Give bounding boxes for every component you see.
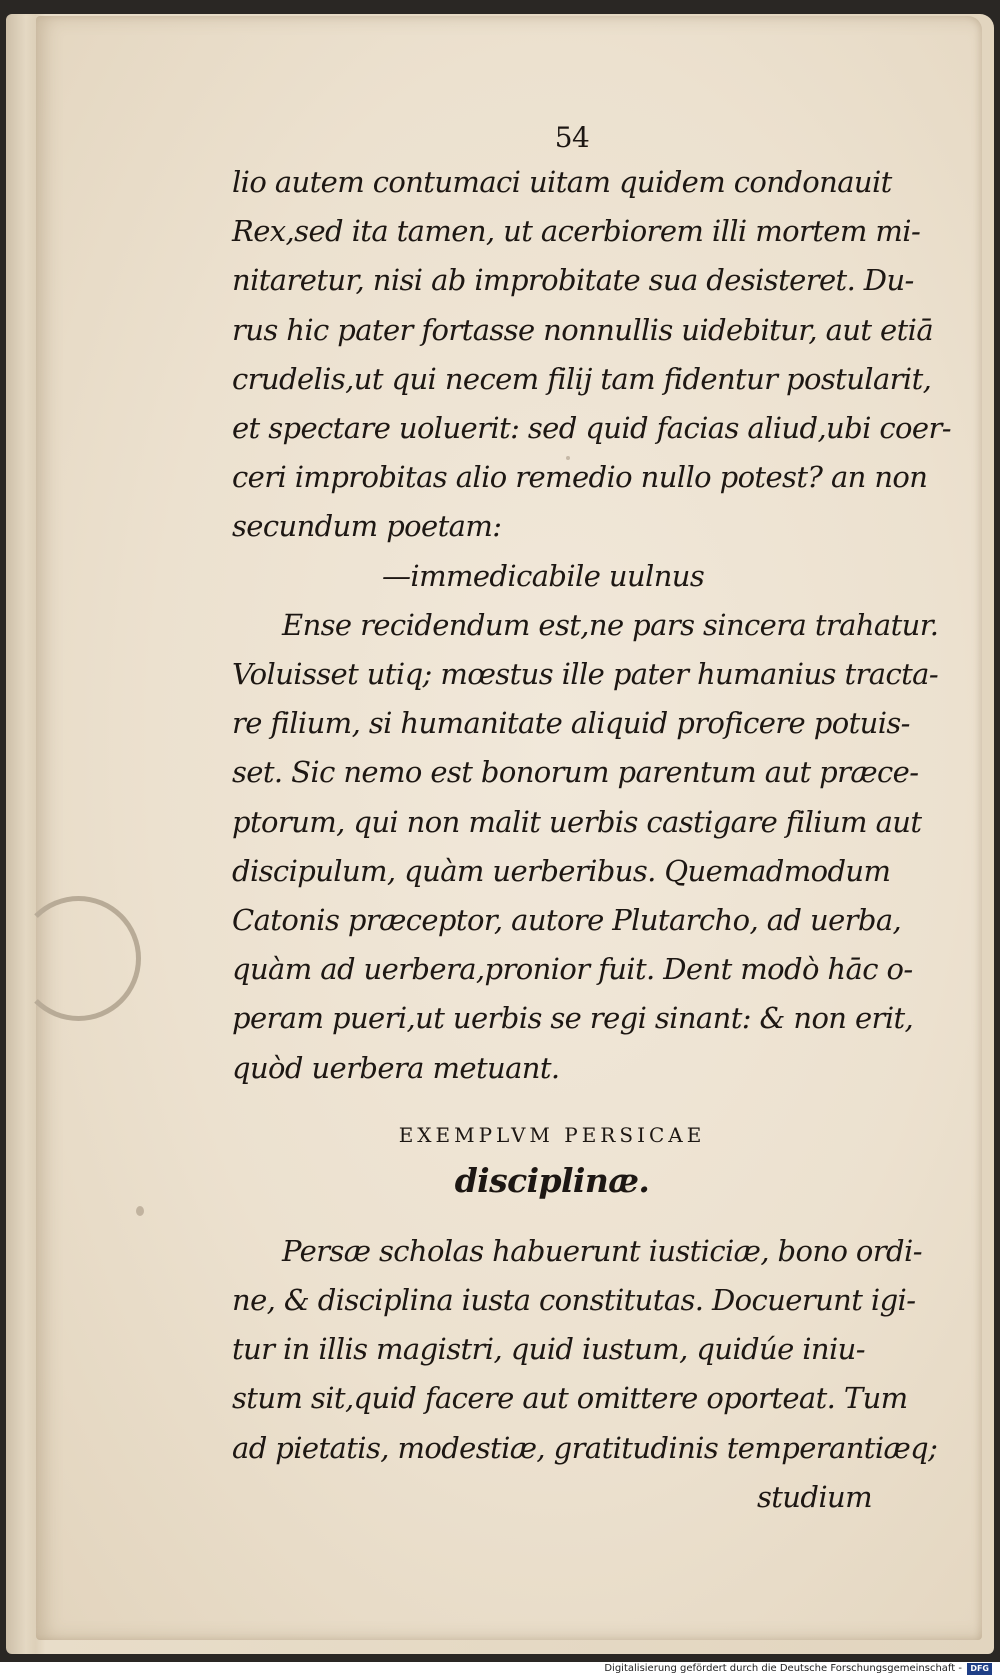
page-text [232, 118, 951, 1522]
page-number: 54 [554, 121, 590, 154]
text-line: nitaretur, nisi ab improbitate sua desisteret. Du- [232, 263, 914, 298]
text-line: ne, & disciplina iusta constitutas. Docuerunt igi- [232, 1283, 916, 1318]
text-line: discipulum, quàm uerberibus. Quemadmodum [232, 853, 891, 888]
section-subheading: disciplinæ. [454, 1160, 650, 1200]
text-line: Catonis præceptor, autore Plutarcho, ad uerba, [232, 903, 902, 938]
text-line: ptorum, qui non malit uerbis castigare filium aut [232, 804, 922, 839]
catchword: studium [756, 1479, 872, 1514]
verse-line: —immedicabile uulnus [382, 558, 705, 593]
text-line: crudelis,ut qui necem filij tam fidentur postularit, [232, 361, 932, 396]
section-heading: EXEMPLVM PERSICAE [398, 1122, 706, 1147]
text-line: set. Sic nemo est bonorum parentum aut præce- [232, 755, 919, 790]
text-line: stum sit,quid facere aut omittere oporteat. Tum [232, 1381, 908, 1416]
text-line: et spectare uoluerit: sed quid facias aliud,ubi coer- [232, 411, 951, 446]
text-line: peram pueri,ut uerbis se regi sinant: & non erit, [232, 1001, 914, 1036]
dfg-logo: DFG [967, 1663, 992, 1675]
paper-clip-mark [16, 896, 141, 1021]
text-line: ad pietatis, modestiæ, gratitudinis temperantiæq; [232, 1430, 938, 1465]
text-line: lio autem contumaci uitam quidem condonauit [232, 165, 892, 199]
text-line: Voluisset utiq; mœstus ille pater humanius tracta- [232, 657, 939, 692]
text-line: Persæ scholas habuerunt iusticiæ, bono ordi- [282, 1233, 922, 1268]
text-line: secundum poetam: [232, 509, 502, 544]
digitization-footer [0, 1662, 1000, 1676]
text-line: ceri improbitas alio remedio nullo potest? an non [232, 460, 928, 495]
verse-line: Ense recidendum est,ne pars sincera trahatur. [282, 607, 939, 642]
text-line: rus hic pater fortasse nonnullis uidebitur, aut etiā [232, 312, 934, 347]
footer-credit: Digitalisierung gefördert durch die Deutsche Forschungsgemeinschaft - [604, 1663, 962, 1674]
text-line: quòd uerbera metuant. [232, 1050, 560, 1085]
text-line: tur in illis magistri, quid iustum, quidúe iniu- [232, 1332, 865, 1367]
text-line: Rex,sed ita tamen, ut acerbiorem illi mortem mi- [232, 214, 921, 249]
text-line: quàm ad uerbera,pronior fuit. Dent modò hāc o- [232, 952, 913, 987]
ink-spot [136, 1206, 144, 1216]
text-line: re filium, si humanitate aliquid proficere potuis- [232, 706, 910, 741]
